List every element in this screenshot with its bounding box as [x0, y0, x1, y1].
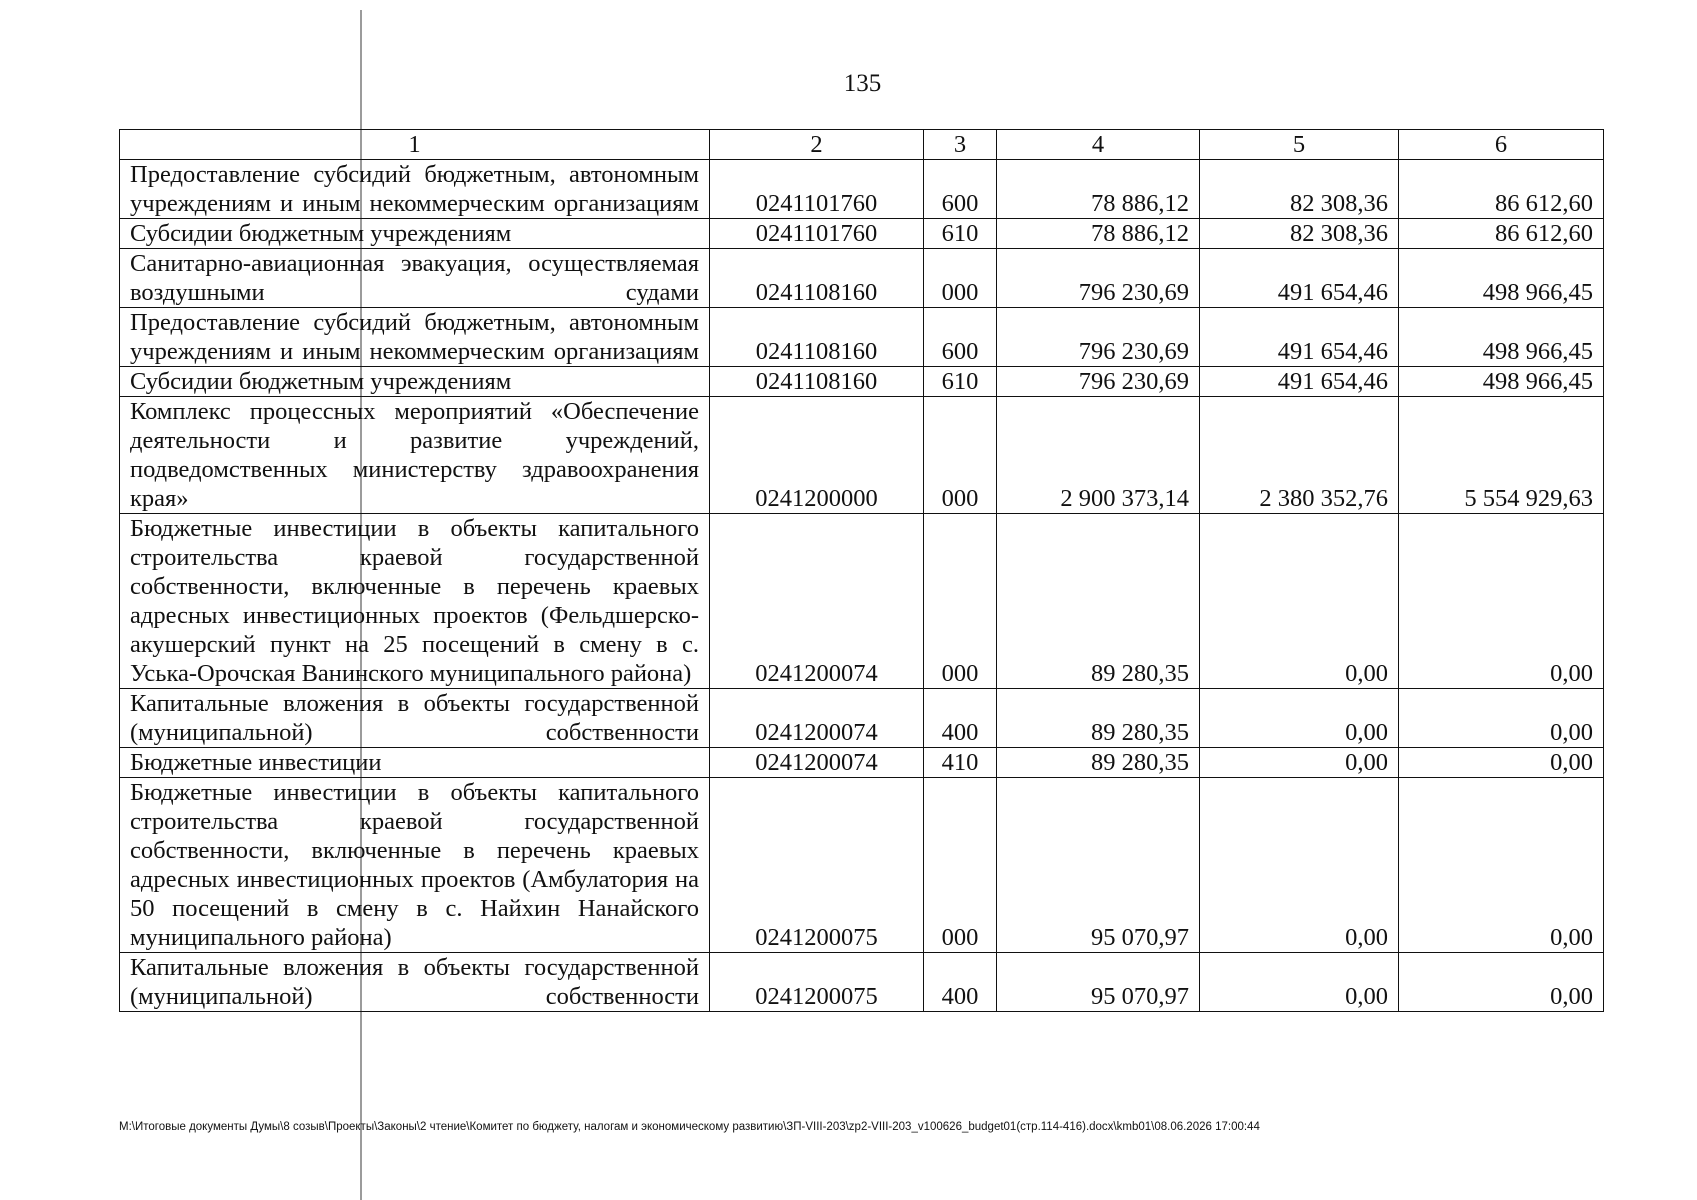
- row-name: Бюджетные инвестиции: [120, 748, 710, 778]
- table-row: [120, 249, 1604, 308]
- table-row: [120, 397, 1604, 514]
- row-expense-type: 000: [924, 514, 997, 689]
- row-expense-type: 610: [924, 367, 997, 397]
- row-name: Субсидии бюджетным учреждениям: [120, 219, 710, 249]
- row-value-col5: 2 380 352,76: [1200, 397, 1399, 514]
- column-header: 5: [1200, 130, 1399, 160]
- row-expense-type: 000: [924, 397, 997, 514]
- row-name: Капитальные вложения в объекты государственной (муниципальной) собственности: [120, 953, 710, 1012]
- page-number: 135: [843, 70, 882, 97]
- row-value-col5: 491 654,46: [1200, 367, 1399, 397]
- row-value-col5: 491 654,46: [1200, 249, 1399, 308]
- row-expense-type: 400: [924, 689, 997, 748]
- table-row: [120, 778, 1604, 953]
- table-row: [120, 308, 1604, 367]
- row-name: Бюджетные инвестиции в объекты капитального строительства краевой государственной собственности, включенные в перечень краевых адресных инвестиционных проектов (Фельдшерско-акушерский пункт на 25 посещений в смену в с. Уська-Орочская Ванинского муниципального района): [120, 514, 710, 689]
- row-value-col4: 2 900 373,14: [997, 397, 1200, 514]
- row-code: 0241200074: [710, 748, 924, 778]
- row-expense-type: 000: [924, 249, 997, 308]
- row-value-col6: 0,00: [1399, 689, 1604, 748]
- row-value-col4: 95 070,97: [997, 953, 1200, 1012]
- table-row: [120, 953, 1604, 1012]
- row-value-col5: 491 654,46: [1200, 308, 1399, 367]
- row-value-col6: 86 612,60: [1399, 160, 1604, 219]
- table-row: [120, 367, 1604, 397]
- row-expense-type: 600: [924, 160, 997, 219]
- row-name: Предоставление субсидий бюджетным, автономным учреждениям и иным некоммерческим организациям: [120, 160, 710, 219]
- row-value-col6: 0,00: [1399, 953, 1604, 1012]
- row-value-col4: 89 280,35: [997, 748, 1200, 778]
- row-expense-type: 410: [924, 748, 997, 778]
- column-header: 3: [924, 130, 997, 160]
- row-value-col5: 0,00: [1200, 953, 1399, 1012]
- row-value-col6: 0,00: [1399, 778, 1604, 953]
- row-value-col4: 78 886,12: [997, 160, 1200, 219]
- row-code: 0241200074: [710, 689, 924, 748]
- row-name: Санитарно-авиационная эвакуация, осуществляемая воздушными судами: [120, 249, 710, 308]
- row-value-col4: 89 280,35: [997, 689, 1200, 748]
- row-code: 0241200075: [710, 953, 924, 1012]
- row-value-col6: 498 966,45: [1399, 367, 1604, 397]
- row-value-col5: 0,00: [1200, 778, 1399, 953]
- row-value-col5: 0,00: [1200, 748, 1399, 778]
- row-name: Капитальные вложения в объекты государственной (муниципальной) собственности: [120, 689, 710, 748]
- row-value-col4: 78 886,12: [997, 219, 1200, 249]
- row-value-col5: 82 308,36: [1200, 160, 1399, 219]
- row-name: Предоставление субсидий бюджетным, автономным учреждениям и иным некоммерческим организациям: [120, 308, 710, 367]
- row-name: Комплекс процессных мероприятий «Обеспечение деятельности и развитие учреждений, подведомственных министерству здравоохранения края»: [120, 397, 710, 514]
- table-row: [120, 689, 1604, 748]
- row-value-col6: 498 966,45: [1399, 249, 1604, 308]
- document-file-path: М:\Итоговые документы Думы\8 созыв\Проекты\Законы\2 чтение\Комитет по бюджету, налогам и экономическому развитию\ЗП-VIII-203\zp2-VIII-203_v100626_budget01(стр.114-416).docx\kmb01\08.06.2026 17:00:44: [119, 1121, 1260, 1133]
- row-value-col4: 95 070,97: [997, 778, 1200, 953]
- row-value-col5: 82 308,36: [1200, 219, 1399, 249]
- table-row: [120, 219, 1604, 249]
- row-value-col4: 796 230,69: [997, 367, 1200, 397]
- row-code: 0241108160: [710, 249, 924, 308]
- row-code: 0241101760: [710, 219, 924, 249]
- row-code: 0241108160: [710, 308, 924, 367]
- row-name: Субсидии бюджетным учреждениям: [120, 367, 710, 397]
- column-header: 2: [710, 130, 924, 160]
- row-value-col6: 0,00: [1399, 748, 1604, 778]
- table-row: [120, 748, 1604, 778]
- row-name: Бюджетные инвестиции в объекты капитального строительства краевой государственной собственности, включенные в перечень краевых адресных инвестиционных проектов (Амбулатория на 50 посещений в смену в с. Найхин Нанайского муниципального района): [120, 778, 710, 953]
- row-value-col5: 0,00: [1200, 514, 1399, 689]
- row-value-col5: 0,00: [1200, 689, 1399, 748]
- row-code: 0241108160: [710, 367, 924, 397]
- row-expense-type: 400: [924, 953, 997, 1012]
- row-value-col4: 89 280,35: [997, 514, 1200, 689]
- row-value-col6: 5 554 929,63: [1399, 397, 1604, 514]
- column-header: 6: [1399, 130, 1604, 160]
- row-expense-type: 610: [924, 219, 997, 249]
- row-code: 0241101760: [710, 160, 924, 219]
- row-value-col6: 0,00: [1399, 514, 1604, 689]
- row-value-col6: 86 612,60: [1399, 219, 1604, 249]
- table-row: [120, 514, 1604, 689]
- row-value-col6: 498 966,45: [1399, 308, 1604, 367]
- column-header: 4: [997, 130, 1200, 160]
- column-header: 1: [120, 130, 710, 160]
- budget-table: [119, 129, 1604, 1012]
- row-expense-type: 600: [924, 308, 997, 367]
- row-value-col4: 796 230,69: [997, 308, 1200, 367]
- row-code: 0241200074: [710, 514, 924, 689]
- table-header-row: [120, 130, 1604, 160]
- row-expense-type: 000: [924, 778, 997, 953]
- row-value-col4: 796 230,69: [997, 249, 1200, 308]
- row-code: 0241200000: [710, 397, 924, 514]
- row-code: 0241200075: [710, 778, 924, 953]
- table-row: [120, 160, 1604, 219]
